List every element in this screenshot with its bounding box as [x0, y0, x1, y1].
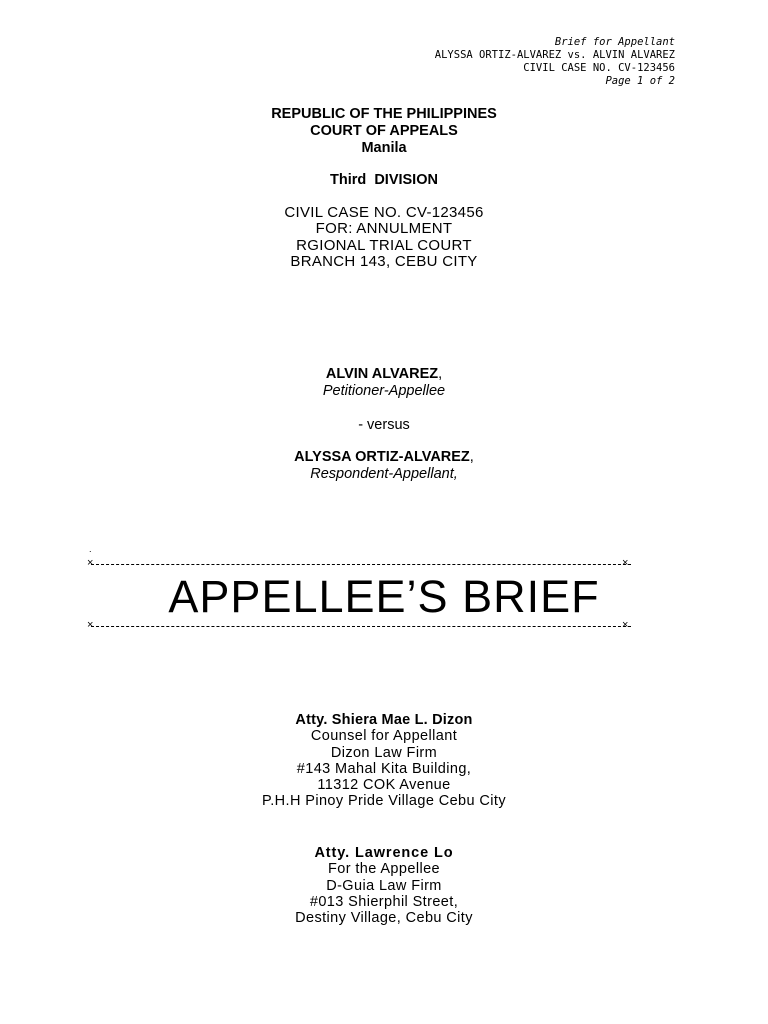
respondent-suffix: ,: [469, 449, 474, 465]
counsel-appellant-block: [0, 712, 768, 810]
header-page-number: Page 1 of 2: [605, 75, 675, 87]
separator-bottom-rule: [91, 626, 631, 627]
separator-top-left-mark: ×: [87, 557, 94, 569]
case-nature: FOR: ANNULMENT: [315, 220, 453, 238]
counsel-appellee-address-2: Destiny Village, Cebu City: [295, 910, 473, 927]
counsel-appellant-name: Atty. Shiera Mae L. Dizon: [295, 712, 473, 728]
counsel-appellee-address-1: #013 Shierphil Street,: [309, 893, 459, 910]
counsel-appellant-address-2: 11312 COK Avenue: [317, 777, 451, 794]
court-name: COURT OF APPEALS: [310, 123, 458, 139]
respondent-name: ALYSSA ORTIZ-ALVAREZ: [294, 449, 470, 465]
header-doc-type: Brief for Appellant: [554, 36, 675, 48]
page-header: [435, 36, 675, 88]
case-info-block: [0, 205, 768, 271]
separator-top-right-mark: ×: [622, 557, 629, 569]
republic-line: REPUBLIC OF THE PHILIPPINES: [271, 106, 497, 122]
petitioner-role: Petitioner-Appellee: [322, 383, 446, 399]
separator-bottom-left-mark: ×: [87, 619, 94, 631]
separator-top-rule: [91, 564, 631, 565]
petitioner-block: [0, 366, 768, 400]
counsel-appellant-role: Counsel for Appellant: [310, 728, 458, 745]
court-block: [0, 106, 768, 157]
counsel-appellant-firm: Dizon Law Firm: [330, 744, 438, 761]
separator-bottom-right-mark: ×: [622, 619, 629, 631]
respondent-role: Respondent-Appellant,: [310, 466, 458, 482]
separator-dot: .: [89, 544, 92, 554]
petitioner-suffix: ,: [438, 366, 443, 382]
division-line: [0, 172, 768, 189]
division-label: Third DIVISION: [330, 172, 438, 188]
counsel-appellee-block: [0, 845, 768, 926]
header-case-number: CIVIL CASE NO. CV-123456: [523, 62, 675, 74]
header-case-title: ALYSSA ORTIZ-ALVAREZ vs. ALVIN ALVAREZ: [434, 49, 675, 61]
counsel-appellee-firm: D-Guia Law Firm: [326, 877, 442, 894]
versus-text: - versus: [358, 417, 410, 433]
document-title: APPELLEE’S BRIEF: [168, 571, 600, 622]
counsel-appellee-name: Atty. Lawrence Lo: [314, 845, 454, 861]
versus-line: [0, 417, 768, 434]
trial-court: RGIONAL TRIAL COURT: [296, 236, 472, 254]
petitioner-name: ALVIN ALVAREZ: [325, 366, 439, 382]
trial-court-branch: BRANCH 143, CEBU CITY: [290, 253, 478, 271]
court-city: Manila: [361, 140, 407, 156]
respondent-line: [0, 449, 768, 466]
counsel-appellant-address-3: P.H.H Pinoy Pride Village Cebu City: [262, 793, 506, 810]
petitioner-line: [0, 366, 768, 383]
counsel-appellee-role: For the Appellee: [328, 861, 440, 878]
counsel-appellant-address-1: #143 Mahal Kita Building,: [296, 760, 472, 777]
case-number: CIVIL CASE NO. CV-123456: [284, 204, 484, 221]
respondent-block: [0, 449, 768, 483]
